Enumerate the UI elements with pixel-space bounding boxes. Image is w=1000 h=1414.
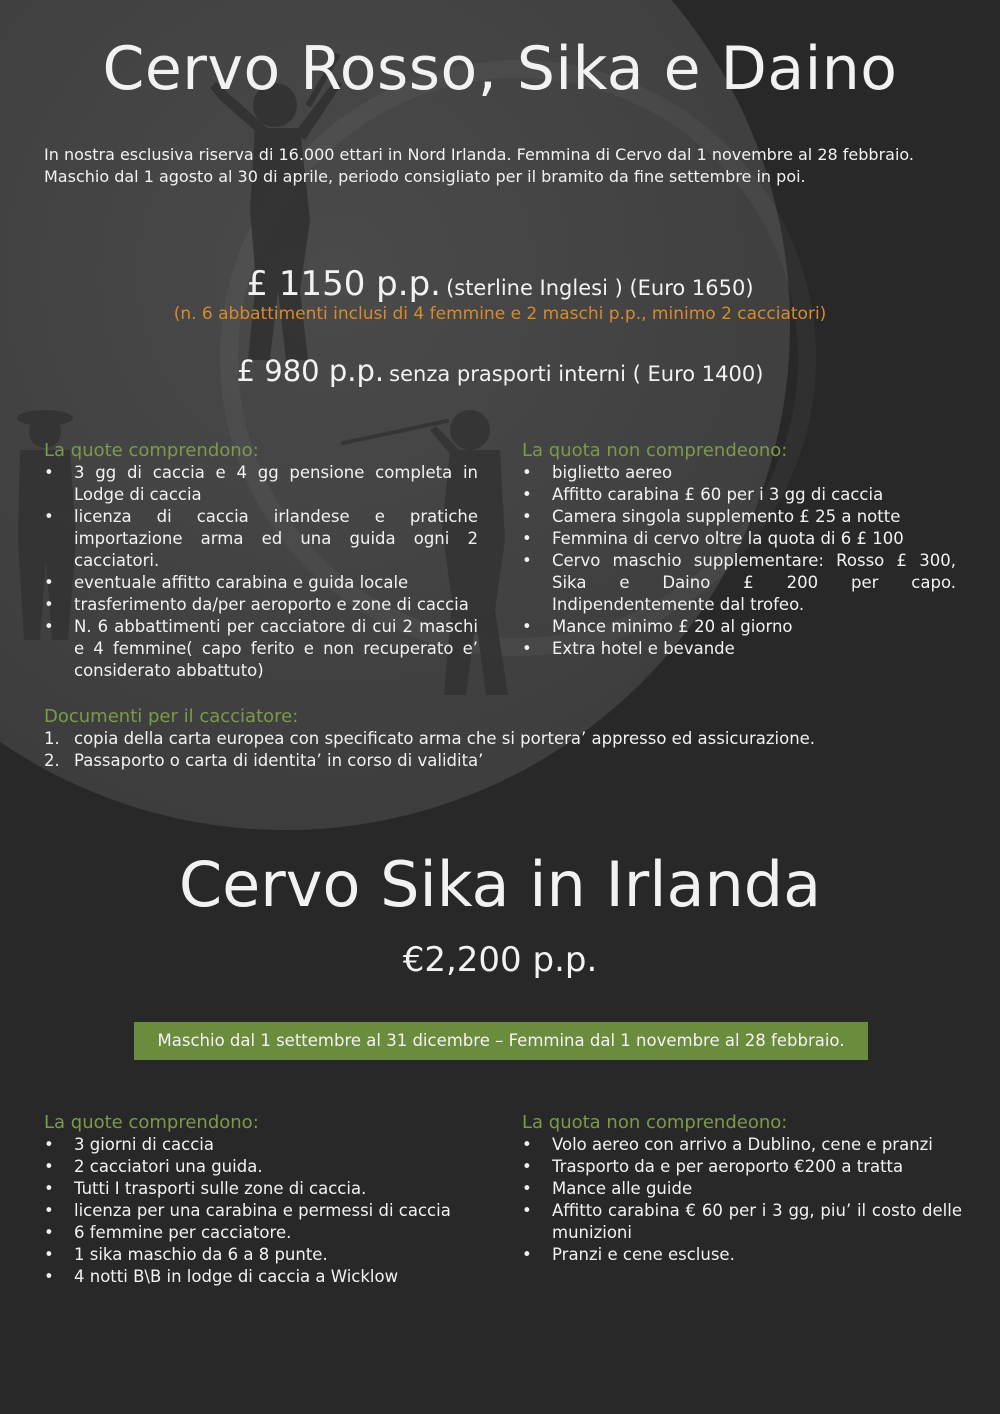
list-item: 2. Passaporto o carta di identita’ in corso di validita’	[44, 751, 484, 770]
list-item: • 6 femmine per cacciatore.	[44, 1222, 478, 1244]
excluded-heading: La quota non comprendeono:	[522, 440, 788, 461]
included-list-1	[44, 440, 478, 682]
price-note: (n. 6 abbattimenti inclusi di 4 femmine e 2 maschi p.p., minimo 2 cacciatori)	[173, 304, 827, 324]
list-item: • Mance minimo £ 20 al giorno	[522, 616, 956, 638]
list-item: • 4 notti B\B in lodge di caccia a Wicklow	[44, 1266, 478, 1288]
list-item: • licenza per una carabina e permessi di caccia	[44, 1200, 478, 1222]
list-item: • 3 gg di caccia e 4 gg pensione completa in Lodge di caccia	[44, 462, 478, 506]
list-item: • 3 giorni di caccia	[44, 1134, 478, 1156]
included-heading: La quote comprendono:	[44, 1112, 259, 1133]
intro-line: In nostra esclusiva riserva di 16.000 ettari in Nord Irlanda. Femmina di Cervo dal 1 novembre al 28 febbraio.	[44, 145, 914, 164]
included-heading: La quote comprendono:	[44, 440, 259, 461]
list-item: • 2 cacciatori una guida.	[44, 1156, 478, 1178]
intro-text	[44, 144, 974, 188]
list-item: • Femmina di cervo oltre la quota di 6 £ 100	[522, 528, 956, 550]
list-item: • biglietto aereo	[522, 462, 956, 484]
sika-price: €2,200 p.p.	[402, 940, 598, 980]
documents-heading: Documenti per il cacciatore:	[44, 706, 299, 727]
excluded-heading: La quota non comprendeono:	[522, 1112, 788, 1133]
list-item: • Affitto carabina £ 60 per i 3 gg di caccia	[522, 484, 956, 506]
intro-line: Maschio dal 1 agosto al 30 di aprile, periodo consigliato per il bramito da fine settembre in poi.	[44, 167, 806, 186]
second-price-extra: senza prasporti interni ( Euro 1400)	[389, 362, 764, 386]
list-item: • Volo aereo con arrivo a Dublino, cene e pranzi	[522, 1134, 962, 1156]
list-item: • Trasporto da e per aeroporto €200 a tratta	[522, 1156, 962, 1178]
list-item: • Tutti I trasporti sulle zone di caccia.	[44, 1178, 478, 1200]
main-price-value: £ 1150 p.p.	[246, 264, 441, 304]
documents-list	[44, 706, 974, 772]
second-price	[0, 354, 1000, 388]
excluded-list-2	[522, 1112, 962, 1266]
list-item: • trasferimento da/per aeroporto e zone di caccia	[44, 594, 478, 616]
main-price-extra: (sterline Inglesi ) (Euro 1650)	[446, 276, 754, 300]
list-item: • Camera singola supplemento £ 25 a notte	[522, 506, 956, 528]
list-item: • eventuale affitto carabina e guida locale	[44, 572, 478, 594]
list-item: 1. copia della carta europea con specificato arma che si portera’ appresso ed assicurazione.	[44, 729, 816, 748]
page-title: Cervo Rosso, Sika e Daino	[102, 34, 898, 104]
list-item: • Pranzi e cene escluse.	[522, 1244, 962, 1266]
main-price	[0, 264, 1000, 304]
excluded-list-1	[522, 440, 956, 660]
list-item: • 1 sika maschio da 6 a 8 punte.	[44, 1244, 478, 1266]
included-list-2	[44, 1112, 478, 1288]
list-item: • Affitto carabina € 60 per i 3 gg, piu’ il costo delle munizioni	[522, 1200, 962, 1244]
list-item: • N. 6 abbattimenti per cacciatore di cui 2 maschi e 4 femmine( capo ferito e non recuperato e’ considerato abbattuto)	[44, 616, 478, 682]
list-item: • licenza di caccia irlandese e pratiche importazione arma ed una guida ogni 2 cacciatori.	[44, 506, 478, 572]
season-banner: Maschio dal 1 settembre al 31 dicembre – Femmina dal 1 novembre al 28 febbraio.	[134, 1022, 868, 1060]
list-item: • Mance alle guide	[522, 1178, 962, 1200]
list-item: • Extra hotel e bevande	[522, 638, 956, 660]
second-price-value: £ 980 p.p.	[236, 354, 385, 388]
section-title: Cervo Sika in Irlanda	[178, 848, 822, 921]
list-item: • Cervo maschio supplementare: Rosso £ 300, Sika e Daino £ 200 per capo. Indipendentemente dal trofeo.	[522, 550, 956, 616]
